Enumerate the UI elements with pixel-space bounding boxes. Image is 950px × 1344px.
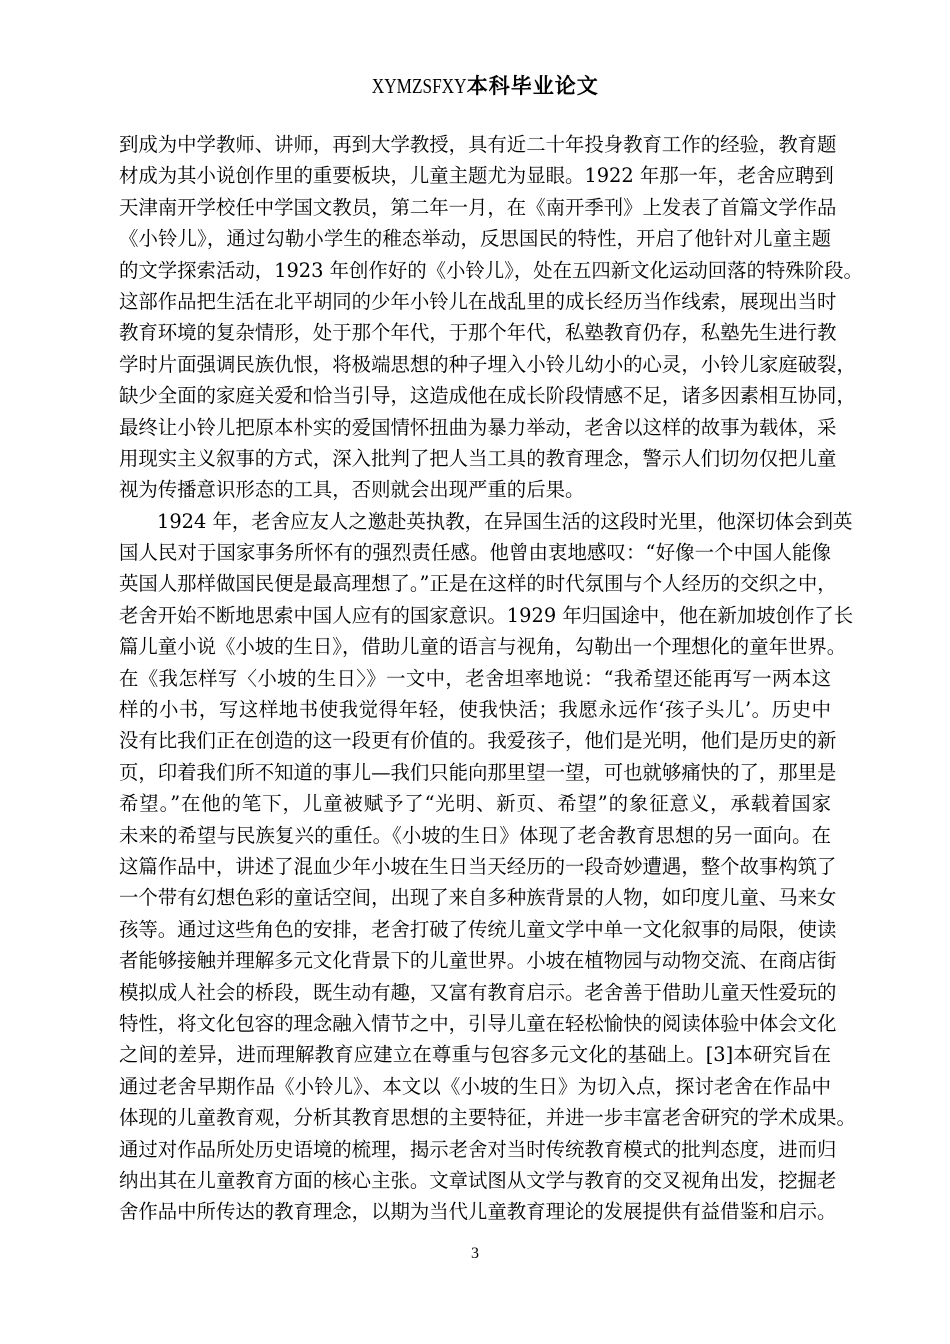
text-line: 的文学探索活动，1923 年创作好的《小铃儿》，处在五四新文化运动回落的特殊阶段。 [119,258,863,282]
text-line: 这部作品把生活在北平胡同的少年小铃儿在战乱里的成长经历当作线索，展现出当时 [119,289,837,313]
text-line: 最终让小铃儿把原本朴实的爱国情怀扭曲为暴力举动，老舍以这样的故事为载体，采 [119,415,837,439]
text-line: 缺少全面的家庭关爱和恰当引导，这造成他在成长阶段情感不足，诸多因素相互协同， [119,384,856,408]
header-school-code: XYMZSFXY [372,74,467,98]
body-text [119,129,863,1228]
text-line: 《小铃儿》，通过勾勒小学生的稚态举动，反思国民的特性，开启了他针对儿童主题 [119,227,831,251]
text-line: 未来的希望与民族复兴的重任。《小坡的生日》体现了老舍教育思想的另一面向。在 [119,823,831,847]
header-title: 本科毕业论文 [466,74,599,98]
text-line: 没有比我们正在创造的这一段更有价值的。我爱孩子，他们是光明，他们是历史的新 [119,729,837,753]
text-line: 到成为中学教师、讲师，再到大学教授，具有近二十年投身教育工作的经验，教育题 [119,133,837,156]
text-line: 者能够接触并理解多元文化背景下的儿童世界。小坡在植物园与动物交流、在商店街 [119,949,837,973]
text-line: 舍作品中所传达的教育理念，以期为当代儿童教育理论的发展提供有益借鉴和启示。 [119,1200,837,1224]
text-line: 在《我怎样写〈小坡的生日〉》一文中，老舍坦率地说：“我希望还能再写一两本这 [119,666,831,690]
text-line: 材成为其小说创作里的重要板块，儿童主题尤为显眼。1922 年那一年，老舍应聘到 [119,164,834,188]
text-line: 页，印着我们所不知道的事儿—我们只能向那里望一望，可也就够痛快的了，那里是 [119,760,837,784]
page-number: 3 [471,1245,479,1262]
text-line: 通过老舍早期作品《小铃儿》、本文以《小坡的生日》为切入点，探讨老舍在作品中 [119,1074,831,1098]
paragraph [119,506,856,1228]
text-line: 视为传播意识形态的工具，否则就会出现严重的后果。 [119,478,585,502]
text-line: 国人民对于国家事务所怀有的强烈责任感。他曾由衷地感叹：“好像一个中国人能像 [119,541,831,565]
text-line: 天津南开学校任中学国文教员，第二年一月，在《南开季刊》上发表了首篇文学作品 [119,195,837,219]
text-line: 老舍开始不断地思索中国人应有的国家意识。1929 年归国途中，他在新加坡创作了长 [119,603,854,627]
text-line: 英国人那样做国民便是最高理想了。”正是在这样的时代氛围与个人经历的交织之中， [119,572,837,596]
text-line: 1924 年，老舍应友人之邀赴英执教，在异国生活的这段时光里，他深切体会到英 [157,509,853,533]
text-line: 学时片面强调民族仇恨，将极端思想的种子埋入小铃儿幼小的心灵，小铃儿家庭破裂， [119,352,856,376]
text-line: 样的小书，写这样地书使我觉得年轻，使我快活；我愿永远作‘孩子头儿’。历史中 [119,698,831,722]
text-line: 篇儿童小说《小坡的生日》，借助儿童的语言与视角，勾勒出一个理想化的童年世界。 [119,635,847,659]
text-line: 之间的差异，进而理解教育应建立在尊重与包容多元文化的基础上。[3]本研究旨在 [119,1043,831,1067]
text-line: 教育环境的复杂情形，处于那个年代，于那个年代，私塾教育仍存，私塾先生进行教 [119,321,837,345]
text-line: 纳出其在儿童教育方面的核心主张。文章试图从文学与教育的交叉视角出发，挖掘老 [119,1168,837,1192]
running-header [0,72,950,100]
text-line: 希望。”在他的笔下，儿童被赋予了“光明、新页、希望”的象征意义，承载着国家 [119,792,831,816]
text-line: 体现的儿童教育观，分析其教育思想的主要特征，并进一步丰富老舍研究的学术成果。 [119,1106,856,1130]
text-line: 特性，将文化包容的理念融入情节之中，引导儿童在轻松愉快的阅读体验中体会文化 [119,1011,837,1035]
text-line: 用现实主义叙事的方式，深入批判了把人当工具的教育理念，警示人们切勿仅把儿童 [119,446,837,470]
text-line: 孩等。通过这些角色的安排，老舍打破了传统儿童文学中单一文化叙事的局限，使读 [119,917,837,941]
text-line: 模拟成人社会的桥段，既生动有趣，又富有教育启示。老舍善于借助儿童天性爱玩的 [119,980,837,1004]
text-line: 通过对作品所处历史语境的梳理，揭示老舍对当时传统教育模式的批判态度，进而归 [119,1137,837,1161]
text-line: 一个带有幻想色彩的童话空间，出现了来自多种族背景的人物，如印度儿童、马来女 [119,886,837,910]
paragraph [119,129,863,506]
text-line: 这篇作品中，讲述了混血少年小坡在生日当天经历的一段奇妙遭遇，整个故事构筑了 [119,854,837,878]
